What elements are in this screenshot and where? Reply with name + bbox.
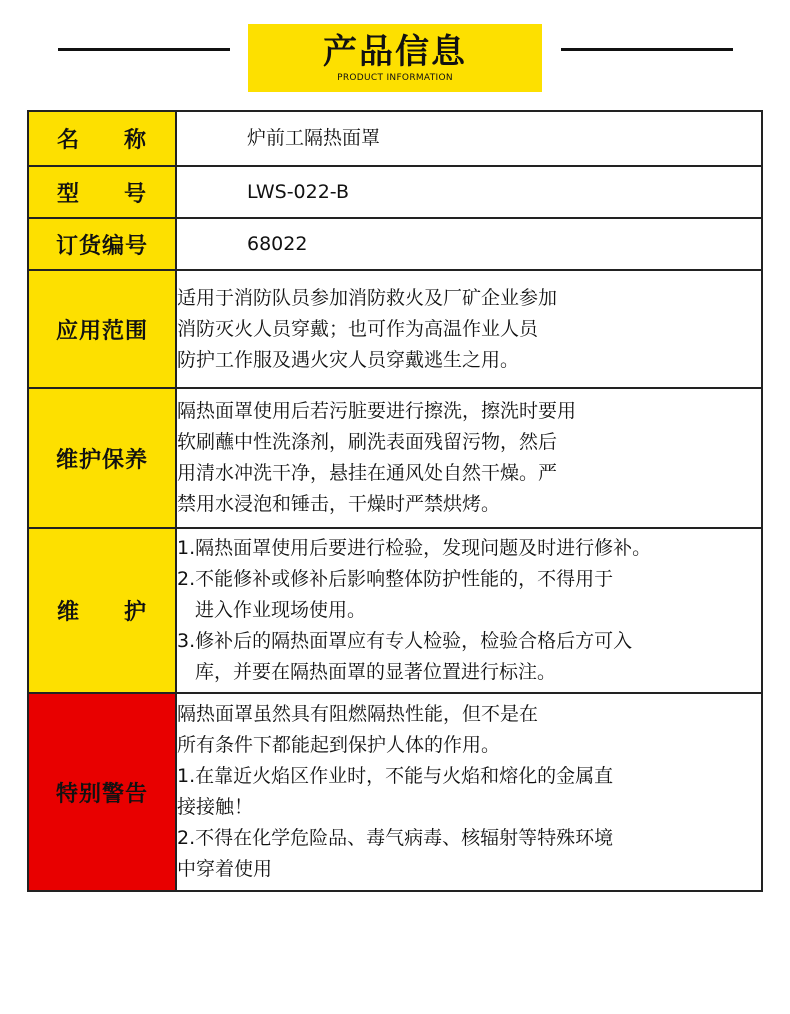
- warning-line: 接接触！: [177, 796, 254, 818]
- application-line: 消防灭火人员穿戴；也可作为高温作业人员: [177, 317, 539, 340]
- page-subtitle: PRODUCT INFORMATION: [337, 73, 453, 83]
- value-model: LWS-022-B: [176, 166, 762, 218]
- label-model: 型 号: [28, 166, 176, 218]
- header-left-rule: [58, 48, 230, 51]
- repair-line: 库，并要在隔热面罩的显著位置进行标注。: [195, 661, 557, 683]
- warning-line: 所有条件下都能起到保护人体的作用。: [177, 734, 501, 756]
- row-maintenance-care: [28, 388, 762, 528]
- repair-line: 3.修补后的隔热面罩应有专人检验，检验合格后方可入: [177, 630, 633, 652]
- header-right-rule: [561, 48, 733, 51]
- value-warning: [176, 693, 762, 891]
- value-repair: [176, 528, 762, 693]
- repair-line: 1.隔热面罩使用后要进行检验，发现问题及时进行修补。: [177, 537, 652, 559]
- maintenance-care-line: 禁用水浸泡和锤击，干燥时严禁烘烤。: [177, 493, 501, 515]
- label-order-number: 订货编号: [28, 218, 176, 270]
- warning-line: 中穿着使用: [177, 858, 273, 880]
- value-application: [176, 270, 762, 388]
- row-warning: [28, 693, 762, 891]
- repair-line: 2.不能修补或修补后影响整体防护性能的，不得用于: [177, 568, 614, 590]
- row-repair: [28, 528, 762, 693]
- label-maintenance-care: 维护保养: [28, 388, 176, 528]
- application-line: 适用于消防队员参加消防救火及厂矿企业参加: [177, 286, 558, 309]
- maintenance-care-line: 用清水冲洗干净，悬挂在通风处自然干燥。严: [177, 462, 558, 484]
- label-application: 应用范围: [28, 270, 176, 388]
- value-name: 炉前工隔热面罩: [176, 111, 762, 166]
- maintenance-care-line: 软刷蘸中性洗涤剂，刷洗表面残留污物，然后: [177, 431, 558, 453]
- row-model: [28, 166, 762, 218]
- value-maintenance-care: [176, 388, 762, 528]
- warning-line: 1.在靠近火焰区作业时，不能与火焰和熔化的金属直: [177, 765, 614, 787]
- label-name: 名 称: [28, 111, 176, 166]
- value-order-number: 68022: [176, 218, 762, 270]
- label-warning: 特别警告: [28, 693, 176, 891]
- repair-line: 进入作业现场使用。: [195, 599, 367, 621]
- maintenance-care-line: 隔热面罩使用后若污脏要进行擦洗，擦洗时要用: [177, 400, 577, 422]
- application-line: 防护工作服及遇火灾人员穿戴逃生之用。: [177, 348, 520, 371]
- row-order-number: [28, 218, 762, 270]
- label-repair: 维 护: [28, 528, 176, 693]
- product-info-table: [27, 110, 763, 892]
- page-title: 产品信息: [323, 32, 467, 72]
- warning-line: 隔热面罩虽然具有阻燃隔热性能，但不是在: [177, 703, 539, 725]
- warning-line: 2.不得在化学危险品、毒气病毒、核辐射等特殊环境: [177, 827, 614, 849]
- row-application: [28, 270, 762, 388]
- title-box: [248, 24, 542, 92]
- header: [0, 24, 790, 92]
- row-name: [28, 111, 762, 166]
